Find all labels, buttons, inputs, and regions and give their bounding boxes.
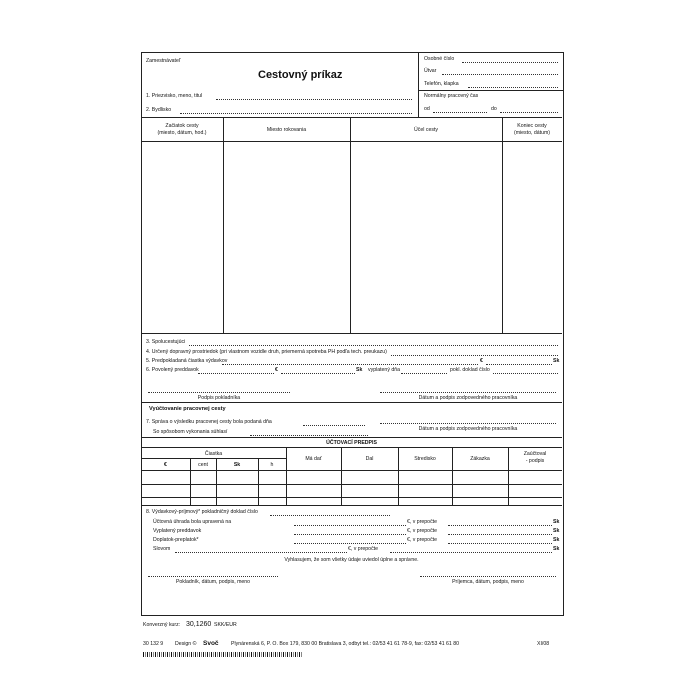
sk-label: Sk bbox=[356, 367, 363, 373]
declaration-text: Vyhlasujem, že som všetky údaje uviedol úplne a správne. bbox=[284, 557, 419, 563]
expected-expenses-sk-field[interactable] bbox=[486, 364, 552, 365]
normal-hours-label: Normálny pracovný čas bbox=[424, 93, 479, 99]
design-label: Design © bbox=[175, 641, 197, 647]
accounting-heading-rule bbox=[141, 447, 562, 448]
accounting-row-rule bbox=[141, 497, 562, 498]
in-words-sk[interactable] bbox=[390, 552, 552, 553]
advance-eur-field[interactable] bbox=[198, 373, 274, 374]
report-date-label: 7. Správa o výsledku pracovnej cesty bola podaná dňa bbox=[146, 419, 272, 425]
col-posted-sub: - podpis bbox=[525, 458, 545, 464]
doc-number-field[interactable] bbox=[493, 373, 558, 374]
form-code: 30 132 9 bbox=[143, 641, 164, 647]
sk-label: Sk bbox=[553, 358, 560, 364]
fellow-travelers-label: 3. Spolucestujúci bbox=[146, 339, 186, 345]
col-h: h bbox=[270, 462, 274, 468]
name-label: 1. Priezvisko, meno, titul bbox=[146, 93, 203, 99]
form-title: Cestovný príkaz bbox=[258, 69, 343, 81]
settlement-rule bbox=[141, 402, 562, 403]
phone-label: Telefón, klapka bbox=[424, 81, 459, 87]
advance-sk-field[interactable] bbox=[281, 373, 355, 374]
manner-approval-field[interactable] bbox=[250, 435, 368, 436]
department-field[interactable] bbox=[442, 74, 558, 75]
balance-sk[interactable] bbox=[448, 543, 552, 544]
amount-header: Čiastka bbox=[204, 451, 223, 457]
col-debit: Má dať bbox=[305, 456, 322, 462]
conversion-rate-value: 30,1260 bbox=[186, 621, 212, 628]
trip-table-header-rule bbox=[141, 141, 562, 142]
accounting-heading: ÚČTOVACÍ PREDPIS bbox=[326, 440, 377, 446]
trip-col-divider bbox=[223, 117, 224, 333]
conversion-rate-label: Konverzný kurz: bbox=[143, 622, 181, 628]
conversion-rate-unit: SKK/EUR bbox=[214, 622, 237, 628]
amount-rule bbox=[141, 458, 286, 459]
col-sk: Sk bbox=[233, 462, 241, 468]
conversion-label: €, v prepočte bbox=[348, 546, 378, 552]
col-order: Zákazka bbox=[470, 456, 490, 462]
sk-label: Sk bbox=[553, 546, 560, 552]
recipient-sign-line[interactable] bbox=[420, 576, 556, 577]
sk-label: Sk bbox=[553, 537, 560, 543]
fellow-travelers-field[interactable] bbox=[189, 345, 558, 346]
header-divider bbox=[418, 52, 419, 117]
cash-doc-label: 8. Výdavkový-príjmový* pokladničný doklad číslo bbox=[146, 509, 258, 515]
form-border bbox=[141, 52, 564, 616]
accounting-bottom bbox=[141, 505, 562, 506]
barcode bbox=[143, 652, 303, 657]
doc-number-label: pokl. doklad číslo bbox=[450, 367, 490, 373]
address-field[interactable] bbox=[180, 113, 412, 114]
edition-code: XI/08 bbox=[537, 641, 550, 647]
settlement-amount-eur[interactable] bbox=[294, 525, 406, 526]
col-cost-center: Stredisko bbox=[414, 456, 436, 462]
approver-signature-label: Dátum a podpis zodpovedného pracovníka bbox=[418, 395, 518, 401]
paid-advance-sk[interactable] bbox=[448, 534, 552, 535]
transport-label: 4. Určený dopravný prostriedok (pri vlastnom vozidle druh, priemerná spotreba PH podľa tech. preukazu) bbox=[146, 349, 387, 355]
col-euro: € bbox=[164, 462, 167, 468]
settlement-heading: Vyúčtovanie pracovnej cesty bbox=[149, 406, 226, 412]
to-label: do bbox=[491, 106, 497, 112]
euro-symbol: € bbox=[275, 367, 278, 373]
conversion-label: €, v prepočte bbox=[407, 519, 437, 525]
header-rule bbox=[418, 90, 563, 91]
conversion-label: €, v prepočte bbox=[407, 537, 437, 543]
brand-logo: Svoč bbox=[203, 640, 219, 647]
euro-symbol: € bbox=[480, 358, 483, 364]
publisher-address: Plynárenská 6, P. O. Box 179, 830 00 Bratislava 3, odbyt tel.: 02/53 41 61 78-9, fax: 02/53 41 61 80 bbox=[231, 641, 460, 647]
conversion-label: €, v prepočte bbox=[407, 528, 437, 534]
expected-expenses-label: 5. Predpokladaná čiastka výdavkov bbox=[146, 358, 228, 364]
address-label: 2. Bydlisko bbox=[146, 107, 172, 113]
trip-table-bottom bbox=[141, 333, 562, 334]
balance-eur[interactable] bbox=[294, 543, 406, 544]
accounting-row-rule bbox=[141, 484, 562, 485]
trip-start-subheader: (miesto, dátum, hod.) bbox=[157, 130, 207, 136]
sk-label: Sk bbox=[553, 519, 560, 525]
phone-field[interactable] bbox=[468, 87, 558, 88]
col-posted: Zaúčtoval bbox=[523, 451, 547, 457]
settlement-signature-label: Dátum a podpis zodpovedného pracovníka bbox=[418, 426, 518, 432]
paid-on-field[interactable] bbox=[401, 373, 447, 374]
personal-number-label: Osobné číslo bbox=[424, 56, 455, 62]
from-field[interactable] bbox=[433, 112, 487, 113]
settlement-signature-line[interactable] bbox=[380, 423, 556, 424]
cashier-sign-line[interactable] bbox=[148, 576, 278, 577]
cash-doc-field[interactable] bbox=[270, 515, 390, 516]
sk-label: Sk bbox=[553, 528, 560, 534]
in-words-eur[interactable] bbox=[175, 552, 347, 553]
paid-advance-label: Vyplatený preddavok bbox=[153, 528, 202, 534]
trip-col-divider bbox=[350, 117, 351, 333]
expected-expenses-eur-field[interactable] bbox=[222, 364, 478, 365]
settlement-amount-sk[interactable] bbox=[448, 525, 552, 526]
trip-end-header: Koniec cesty bbox=[517, 123, 547, 129]
employer-label: Zamestnávateľ bbox=[146, 58, 181, 64]
recipient-sign-label: Príjemca, dátum, podpis, meno bbox=[452, 579, 524, 585]
accounting-header-bottom bbox=[141, 470, 562, 471]
manner-approval-label: So spôsobom vykonania súhlasí bbox=[153, 429, 228, 435]
accounting-top-rule bbox=[141, 437, 562, 438]
trip-purpose-header: Účel cesty bbox=[414, 127, 438, 133]
paid-advance-eur[interactable] bbox=[294, 534, 406, 535]
cashier-signature-line[interactable] bbox=[148, 392, 290, 393]
trip-table-top bbox=[141, 117, 562, 118]
from-label: od bbox=[424, 106, 430, 112]
paid-on-label: vyplatený dňa bbox=[368, 367, 401, 373]
department-label: Útvar bbox=[424, 68, 437, 74]
personal-number-field[interactable] bbox=[462, 62, 558, 63]
col-cent: cent bbox=[198, 462, 208, 468]
advance-label: 6. Povolený preddavok bbox=[146, 367, 199, 373]
cashier-sign-label: Pokladník, dátum, podpis, meno bbox=[175, 579, 251, 585]
trip-start-header: Začiatok cesty bbox=[165, 123, 199, 129]
settlement-amount-label: Účtovná úhrada bola upravená na bbox=[153, 519, 232, 525]
trip-col-divider bbox=[502, 117, 503, 333]
in-words-label: Slovom bbox=[153, 546, 171, 552]
to-field[interactable] bbox=[500, 112, 558, 113]
meeting-place-header: Miesto rokovania bbox=[266, 127, 307, 133]
trip-end-subheader: (miesto, dátum) bbox=[513, 130, 551, 136]
name-field[interactable] bbox=[216, 99, 412, 100]
approver-signature-line[interactable] bbox=[380, 392, 556, 393]
balance-label: Doplatok-preplatok* bbox=[153, 537, 199, 543]
report-date-field[interactable] bbox=[303, 425, 365, 426]
cashier-signature-label: Podpis pokladníka bbox=[197, 395, 241, 401]
col-credit: Dal bbox=[365, 456, 374, 462]
transport-field[interactable] bbox=[391, 355, 558, 356]
